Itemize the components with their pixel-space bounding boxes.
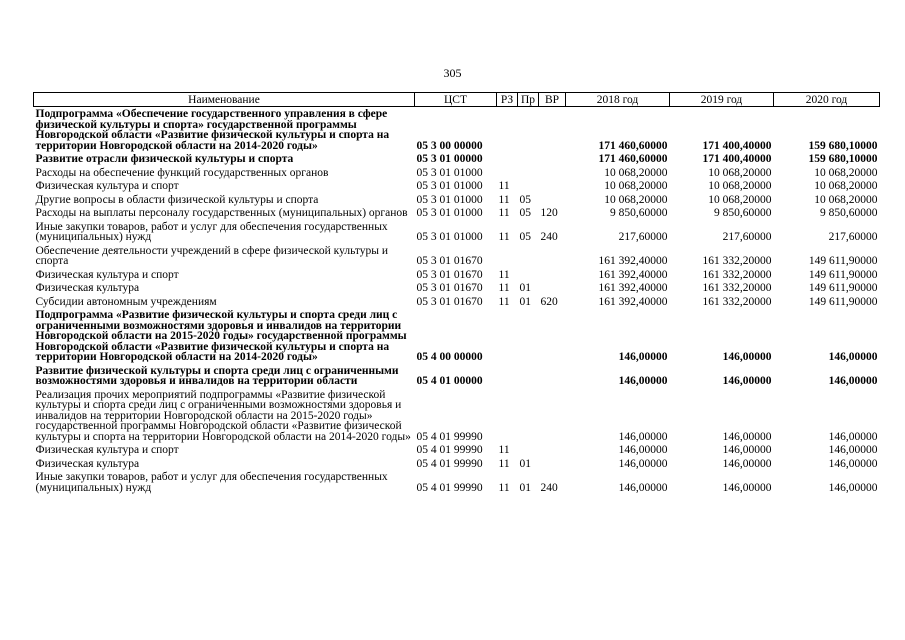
cell-name: Подпрограмма «Развитие физической культуры и спорта среди лиц с ограниченными возможностями здоровья и инвалидов на территории Новгородской области на 2015-2020 годы» государственной программы Новгородской области «Развитие физической культуры и спорта на территории Новгородской области на 2014-2020 годы» (35, 309, 407, 363)
header-name: Наименование (34, 93, 415, 107)
cell-name: Подпрограмма «Обеспечение государственного управления в сфере физической культуры и спорта» государственной программы Новгородской области «Развитие физической культуры и спорта на территории Новгородской области на 2014-2020 годы» (35, 108, 390, 152)
cell-name: Развитие физической культуры и спорта среди лиц с ограниченными возможностями здоровья и инвалидов на территории области (35, 364, 399, 387)
cell-2018: 146,00000 (618, 481, 668, 494)
cell-rz: 11 (498, 295, 510, 308)
cell-rz: 11 (498, 231, 510, 243)
cell-2019: 10 068,20000 (708, 166, 772, 179)
cell-vr: 120 (540, 207, 558, 219)
cell-vr (539, 281, 566, 295)
cell-pr (518, 388, 539, 444)
cell-vr: 240 (540, 481, 558, 494)
cell-name: Развитие отрасли физической культуры и спорта (35, 153, 294, 165)
cell-cst: 05 3 01 01000 (416, 207, 483, 219)
cell-cst: 05 3 01 01670 (416, 282, 483, 294)
cell-pr (518, 443, 539, 457)
cell-2019: 146,00000 (722, 481, 772, 494)
cell-2019: 161 332,20000 (702, 295, 772, 308)
header-2020: 2020 год (774, 93, 880, 107)
cell-2019: 146,00000 (722, 430, 772, 443)
table-row (34, 166, 880, 180)
cell-pr (518, 308, 539, 364)
cell-rz (497, 308, 518, 364)
cell-2018: 161 392,40000 (598, 295, 668, 308)
cell-pr: 01 (519, 282, 531, 294)
cell-rz (497, 244, 518, 268)
cell-pr (518, 244, 539, 268)
page-number: 305 (443, 66, 462, 80)
cell-2018: 161 392,40000 (598, 282, 668, 294)
cell-rz: 11 (498, 282, 510, 294)
cell-2019: 171 400,40000 (702, 139, 772, 152)
cell-2020: 149 611,90000 (808, 295, 878, 308)
table-row (34, 443, 880, 457)
cell-rz: 11 (498, 207, 510, 219)
cell-2018: 171 460,60000 (598, 139, 668, 152)
cell-name: Физическая культура (35, 282, 140, 294)
cell-vr (539, 179, 566, 193)
cell-cst: 05 4 01 00000 (416, 375, 483, 387)
cell-cst: 05 3 00 00000 (416, 139, 483, 152)
cell-rz: 11 (498, 180, 510, 192)
cell-name: Физическая культура (35, 457, 140, 470)
cell-2020: 10 068,20000 (814, 193, 878, 206)
cell-vr (539, 457, 566, 471)
cell-cst: 05 4 01 99990 (416, 457, 483, 470)
table-row (34, 220, 880, 244)
header-vr: ВР (539, 93, 566, 107)
cell-pr (518, 364, 539, 388)
cell-2019: 146,00000 (722, 351, 772, 363)
table-header-row (34, 93, 880, 107)
cell-2018: 146,00000 (618, 457, 668, 470)
cell-cst: 05 3 01 01000 (416, 193, 483, 206)
table-row (34, 206, 880, 220)
cell-2020: 159 680,10000 (808, 139, 878, 152)
cell-name: Расходы на обеспечение функций государственных органов (35, 166, 329, 179)
cell-vr (539, 388, 566, 444)
cell-name: Расходы на выплаты персоналу государственных (муниципальных) органов (35, 207, 408, 219)
cell-vr (539, 308, 566, 364)
cell-2018: 146,00000 (618, 351, 668, 363)
cell-2020: 9 850,60000 (820, 207, 878, 219)
cell-2020: 149 611,90000 (808, 268, 878, 281)
table-row (34, 308, 880, 364)
cell-2020: 146,00000 (828, 444, 878, 456)
table-row (34, 470, 880, 494)
table-row (34, 107, 880, 153)
cell-pr: 05 (519, 207, 531, 219)
cell-2018: 10 068,20000 (604, 166, 668, 179)
cell-2019: 161 332,20000 (702, 282, 772, 294)
cell-vr (539, 166, 566, 180)
cell-2019: 171 400,40000 (702, 153, 772, 165)
cell-cst: 05 3 01 00000 (416, 153, 483, 165)
cell-2019: 146,00000 (722, 375, 772, 387)
cell-rz (497, 166, 518, 180)
cell-2018: 146,00000 (618, 444, 668, 456)
header-rz: РЗ (497, 93, 518, 107)
cell-rz: 11 (498, 457, 510, 470)
cell-2018: 161 392,40000 (598, 255, 668, 267)
cell-2018: 161 392,40000 (598, 268, 668, 281)
cell-rz (497, 152, 518, 166)
cell-cst: 05 4 01 99990 (416, 481, 483, 494)
cell-2020: 217,60000 (828, 231, 878, 243)
cell-pr: 01 (519, 295, 531, 308)
cell-2019: 161 332,20000 (702, 268, 772, 281)
cell-2018: 146,00000 (618, 375, 668, 387)
cell-2019: 161 332,20000 (702, 255, 772, 267)
cell-cst: 05 3 01 01000 (416, 166, 483, 179)
budget-table (33, 92, 880, 494)
cell-pr (518, 268, 539, 282)
table-row (34, 244, 880, 268)
cell-2020: 146,00000 (828, 351, 878, 363)
cell-pr (518, 166, 539, 180)
cell-2020: 10 068,20000 (814, 180, 878, 192)
cell-pr (518, 152, 539, 166)
cell-cst: 05 4 01 99990 (416, 444, 483, 456)
table-row (34, 268, 880, 282)
cell-name: Субсидии автономным учреждениям (35, 295, 217, 308)
header-cst: ЦСТ (415, 93, 497, 107)
cell-name: Другие вопросы в области физической культуры и спорта (35, 193, 319, 206)
cell-2020: 146,00000 (828, 481, 878, 494)
cell-rz (497, 364, 518, 388)
cell-cst: 05 4 01 99990 (416, 430, 483, 443)
cell-rz: 11 (498, 193, 510, 206)
cell-2020: 149 611,90000 (808, 255, 878, 267)
cell-2018: 10 068,20000 (604, 180, 668, 192)
cell-vr (539, 193, 566, 207)
cell-2018: 9 850,60000 (610, 207, 668, 219)
table-row (34, 152, 880, 166)
header-2018: 2018 год (566, 93, 670, 107)
cell-2018: 146,00000 (618, 430, 668, 443)
cell-2018: 171 460,60000 (598, 153, 668, 165)
cell-2020: 159 680,10000 (808, 153, 878, 165)
cell-name: Физическая культура и спорт (35, 444, 179, 456)
cell-vr (539, 244, 566, 268)
cell-cst: 05 3 01 01670 (416, 255, 483, 267)
cell-vr: 620 (540, 295, 558, 308)
cell-pr: 01 (519, 457, 531, 470)
cell-pr: 01 (519, 481, 531, 494)
cell-pr (518, 179, 539, 193)
cell-cst: 05 4 00 00000 (416, 351, 483, 363)
cell-2019: 146,00000 (722, 444, 772, 456)
cell-name: Физическая культура и спорт (35, 268, 179, 281)
cell-rz (497, 388, 518, 444)
table-row (34, 179, 880, 193)
cell-2019: 146,00000 (722, 457, 772, 470)
cell-2019: 9 850,60000 (714, 207, 772, 219)
cell-vr: 240 (540, 231, 558, 243)
cell-vr (539, 443, 566, 457)
cell-2020: 146,00000 (828, 375, 878, 387)
cell-name: Реализация прочих мероприятий подпрограммы «Развитие физической культуры и спорта среди лиц с ограниченными возможностями здоровья и инвалидов на территории Новгородской области на 2015-2020 годы» государственной программы Новгородской области «Развитие физической культуры и спорта на территории Новгородской области на 2014-2020 годы» (35, 388, 411, 443)
cell-rz: 11 (498, 268, 510, 281)
cell-2019: 10 068,20000 (708, 193, 772, 206)
cell-2020: 146,00000 (828, 430, 878, 443)
cell-2020: 10 068,20000 (814, 166, 878, 179)
cell-rz: 11 (498, 444, 510, 456)
cell-vr (539, 152, 566, 166)
cell-vr (539, 364, 566, 388)
table-row (34, 457, 880, 471)
cell-2020: 146,00000 (828, 457, 878, 470)
cell-rz: 11 (498, 481, 510, 494)
cell-rz (497, 107, 518, 153)
cell-name: Обеспечение деятельности учреждений в сфере физической культуры и спорта (35, 244, 389, 267)
cell-cst: 05 3 01 01670 (416, 295, 483, 308)
cell-name: Иные закупки товаров, работ и услуг для обеспечения государственных (муниципальных) нужд (35, 471, 388, 494)
table-row (34, 281, 880, 295)
cell-2020: 149 611,90000 (808, 282, 878, 294)
cell-cst: 05 3 01 01000 (416, 231, 483, 243)
cell-pr: 05 (519, 193, 531, 206)
table-row (34, 388, 880, 444)
cell-name: Физическая культура и спорт (35, 180, 179, 192)
cell-2019: 217,60000 (722, 231, 772, 243)
cell-2019: 10 068,20000 (708, 180, 772, 192)
cell-pr (518, 107, 539, 153)
table-row (34, 193, 880, 207)
cell-name: Иные закупки товаров, работ и услуг для обеспечения государственных (муниципальных) нужд (35, 220, 388, 243)
cell-vr (539, 107, 566, 153)
table-row (34, 295, 880, 309)
table-row (34, 364, 880, 388)
cell-cst: 05 3 01 01000 (416, 180, 483, 192)
cell-2018: 10 068,20000 (604, 193, 668, 206)
cell-2018: 217,60000 (618, 231, 668, 243)
header-pr: Пр (518, 93, 539, 107)
cell-pr: 05 (519, 231, 531, 243)
cell-cst: 05 3 01 01670 (416, 268, 483, 281)
header-2019: 2019 год (670, 93, 774, 107)
table-body (34, 107, 880, 495)
cell-vr (539, 268, 566, 282)
